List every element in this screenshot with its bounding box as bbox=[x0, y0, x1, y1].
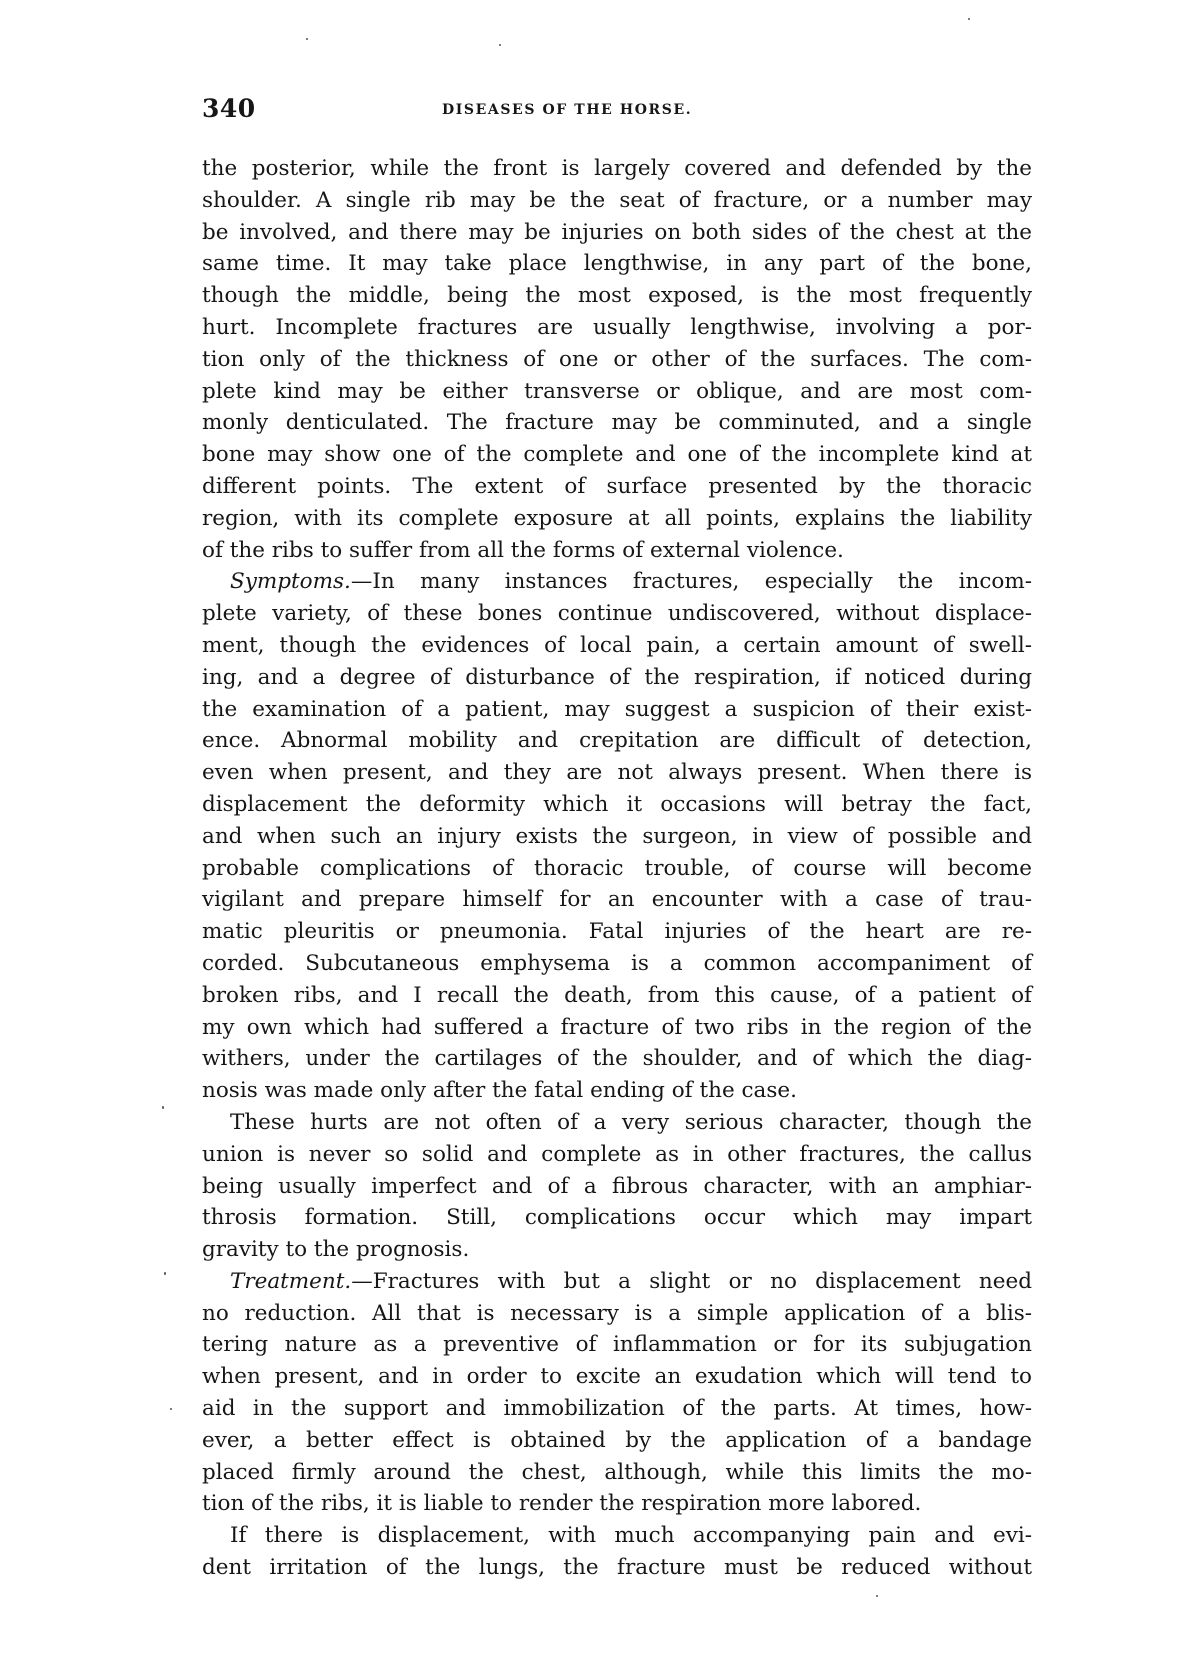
text-line: plete kind may be either transverse or oblique, and are most com- bbox=[202, 378, 1032, 404]
text-line: region, with its complete exposure at all points, explains the liability bbox=[202, 505, 1032, 531]
text-line: aid in the support and immobilization of the parts. At times, how- bbox=[202, 1396, 1032, 1422]
text-line: and when such an injury exists the surgeon, in view of possible and bbox=[202, 823, 1032, 849]
text-line: bone may show one of the complete and one of the incomplete kind at bbox=[202, 442, 1032, 468]
running-head bbox=[202, 94, 1032, 130]
section-heading: Treatment. bbox=[230, 1268, 352, 1294]
text-line: throsis formation. Still, complications occur which may impart bbox=[202, 1205, 1032, 1231]
text-line: shoulder. A single rib may be the seat of fracture, or a number may bbox=[202, 187, 1032, 213]
text-line: broken ribs, and I recall the death, from this cause, of a patient of bbox=[202, 982, 1032, 1008]
page-number: 340 bbox=[202, 94, 256, 123]
text-line: union is never so solid and complete as in other fractures, the callus bbox=[202, 1141, 1032, 1167]
body-text bbox=[202, 153, 1032, 1584]
text-line: displacement the deformity which it occasions will betray the fact, bbox=[202, 791, 1032, 817]
text-line: gravity to the prognosis. bbox=[202, 1237, 470, 1263]
text-line: ing, and a degree of disturbance of the respiration, if noticed during bbox=[202, 664, 1032, 690]
scan-speck bbox=[170, 1408, 172, 1410]
text-line: ment, though the evidences of local pain, a certain amount of swell- bbox=[202, 632, 1032, 658]
text-line: even when present, and they are not always present. When there is bbox=[202, 760, 1032, 786]
text-line: placed firmly around the chest, although, while this limits the mo- bbox=[202, 1459, 1032, 1485]
text-line: ever, a better effect is obtained by the application of a bandage bbox=[202, 1427, 1032, 1453]
text-line: matic pleuritis or pneumonia. Fatal injuries of the heart are re- bbox=[202, 919, 1032, 945]
text-line: These hurts are not often of a very serious character, though the bbox=[230, 1109, 1032, 1135]
scan-speck bbox=[499, 44, 501, 46]
text-line: ence. Abnormal mobility and crepitation are difficult of detection, bbox=[202, 728, 1032, 754]
section-heading: Symptoms. bbox=[230, 569, 351, 595]
text-line: the posterior, while the front is largely covered and defended by the bbox=[202, 156, 1032, 181]
text-line: same time. It may take place lengthwise, in any part of the bone, bbox=[202, 251, 1032, 277]
text-line: monly denticulated. The fracture may be comminuted, and a single bbox=[202, 410, 1032, 436]
text-line: my own which had suffered a fracture of two ribs in the region of the bbox=[202, 1014, 1032, 1040]
text-line: plete variety, of these bones continue undiscovered, without displace- bbox=[202, 601, 1032, 627]
text-line: tion only of the thickness of one or other of the surfaces. The com- bbox=[202, 346, 1032, 372]
text-line: tion of the ribs, it is liable to render the respiration more labored. bbox=[202, 1491, 922, 1517]
text-line: of the ribs to suffer from all the forms of external violence. bbox=[202, 537, 844, 563]
scan-speck bbox=[164, 1272, 166, 1275]
text-line: no reduction. All that is necessary is a simple application of a blis- bbox=[202, 1300, 1032, 1326]
text-line: Symptoms.—In many instances fractures, especially the incom- bbox=[230, 569, 1032, 595]
text-line: being usually imperfect and of a fibrous character, with an amphiar- bbox=[202, 1173, 1032, 1199]
text-line: If there is displacement, with much accompanying pain and evi- bbox=[230, 1523, 1032, 1549]
scan-speck bbox=[306, 38, 308, 40]
text-line: vigilant and prepare himself for an encounter with a case of trau- bbox=[202, 887, 1032, 913]
scan-speck bbox=[876, 1595, 878, 1597]
scan-speck bbox=[162, 1106, 164, 1109]
text-line: hurt. Incomplete fractures are usually lengthwise, involving a por- bbox=[202, 314, 1032, 340]
text-line: withers, under the cartilages of the shoulder, and of which the diag- bbox=[202, 1046, 1032, 1072]
book-title: DISEASES OF THE HORSE. bbox=[442, 102, 693, 118]
text-line: dent irritation of the lungs, the fracture must be reduced without bbox=[202, 1555, 1032, 1581]
text-line: Treatment.—Fractures with but a slight or no displacement need bbox=[230, 1268, 1032, 1294]
text-line: different points. The extent of surface presented by the thoracic bbox=[202, 473, 1032, 499]
text-line: tering nature as a preventive of inflammation or for its subjugation bbox=[202, 1332, 1032, 1358]
text-line: though the middle, being the most exposed, is the most frequently bbox=[202, 283, 1032, 309]
text-line: nosis was made only after the fatal ending of the case. bbox=[202, 1078, 797, 1104]
scan-speck bbox=[968, 18, 970, 20]
text-line: the examination of a patient, may suggest a suspicion of their exist- bbox=[202, 696, 1032, 722]
text-line: corded. Subcutaneous emphysema is a common accompaniment of bbox=[202, 950, 1032, 976]
text-line: when present, and in order to excite an exudation which will tend to bbox=[202, 1364, 1032, 1390]
text-line: be involved, and there may be injuries on both sides of the chest at the bbox=[202, 219, 1032, 245]
text-line: probable complications of thoracic trouble, of course will become bbox=[202, 855, 1032, 881]
